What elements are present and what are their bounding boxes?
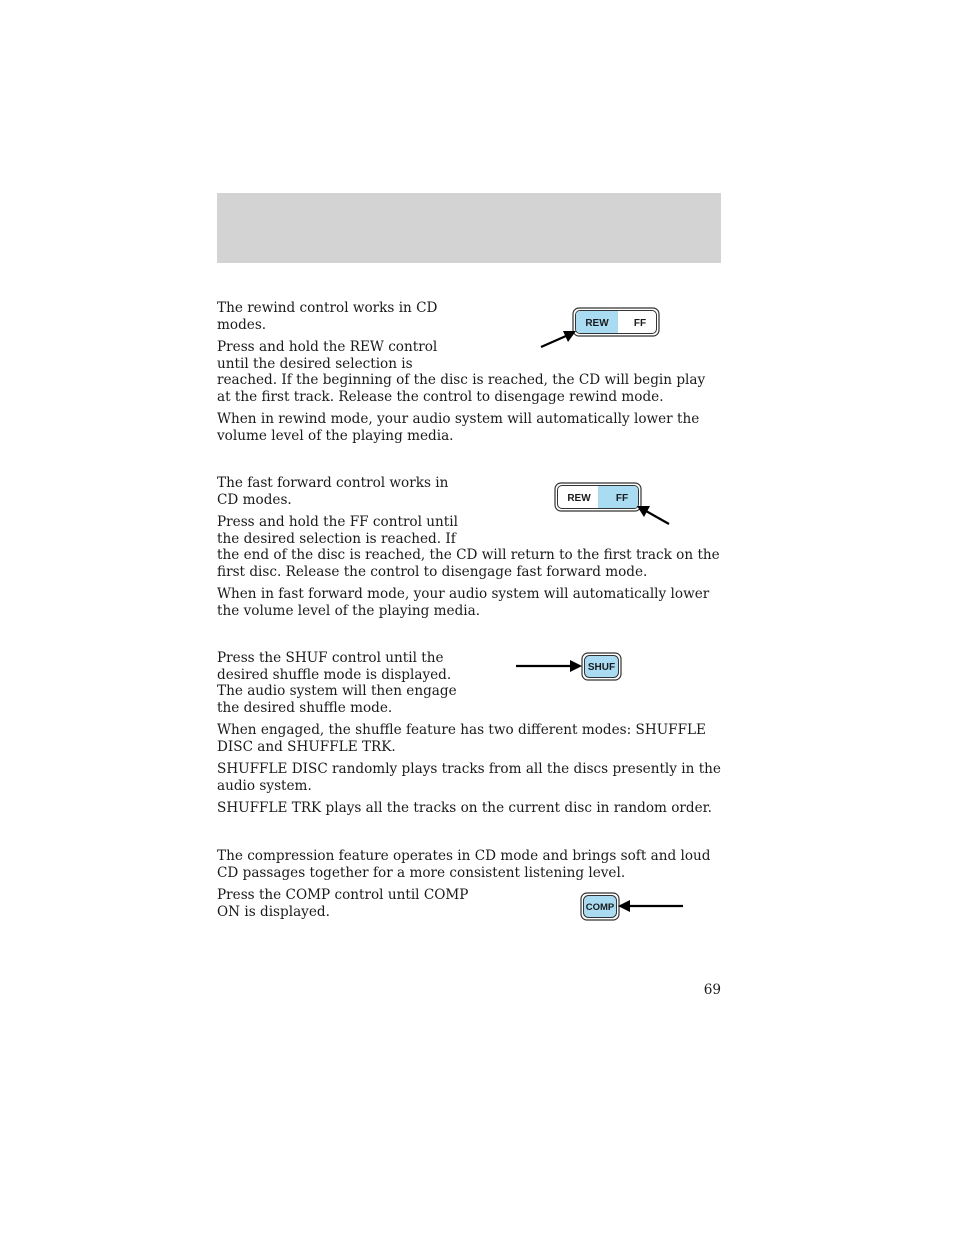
comp-button-label: COMP (585, 902, 615, 913)
ff-intro-text: The fast forward control works in CD modes. (217, 475, 449, 508)
arrow-head-icon (570, 660, 582, 672)
rew-button-label: REW (567, 493, 591, 504)
rewind-intro-text: The rewind control works in CD modes. (217, 300, 438, 333)
compression-instruction: Press the COMP control until COMP ON is displayed. (217, 887, 469, 920)
shuf-figure (514, 651, 626, 683)
section-header-bar (217, 193, 721, 263)
shuffle-disc-text: SHUFFLE DISC randomly plays tracks from all the discs presently in the audio system. (217, 761, 721, 794)
rewind-instruction-start: Press and hold the REW control until the desired selection is (217, 339, 438, 372)
arrow-icon (646, 511, 669, 524)
rewind-instruction-end: reached. If the beginning of the disc is reached, the CD will begin play at the first track. Release the control to disengage rewind mode. (217, 372, 706, 405)
ff-button-label: FF (615, 493, 629, 504)
comp-figure (578, 891, 688, 923)
shuffle-instruction: Press the SHUF control until the desired shuffle mode is displayed. The audio system will then engage the desired shuffle mode. (217, 650, 457, 716)
rew-ff-figure-rewind (538, 305, 663, 353)
shuffle-modes-text: When engaged, the shuffle feature has two different modes: SHUFFLE DISC and SHUFFLE TRK. (217, 722, 706, 755)
rewind-volume-note: When in rewind mode, your audio system will automatically lower the volume level of the playing media. (217, 411, 700, 444)
rew-ff-figure-fastforward (552, 480, 677, 528)
compression-intro-text: The compression feature operates in CD mode and brings soft and loud CD passages together for a more consistent listening level. (217, 848, 711, 881)
shuffle-trk-text: SHUFFLE TRK plays all the tracks on the current disc in random order. (217, 800, 712, 816)
arrow-icon (541, 336, 566, 347)
rew-button-label: REW (585, 318, 609, 329)
ff-button-label: FF (633, 318, 647, 329)
shuf-button-label: SHUF (587, 662, 616, 673)
ff-instruction-start: Press and hold the FF control until the desired selection is reached. If (217, 514, 458, 547)
page-number: 69 (703, 982, 721, 998)
ff-instruction-end: the end of the disc is reached, the CD will return to the first track on the first disc. Release the control to disengage fast forward mode. (217, 547, 720, 580)
ff-volume-note: When in fast forward mode, your audio system will automatically lower the volume level of the playing media. (217, 586, 710, 619)
